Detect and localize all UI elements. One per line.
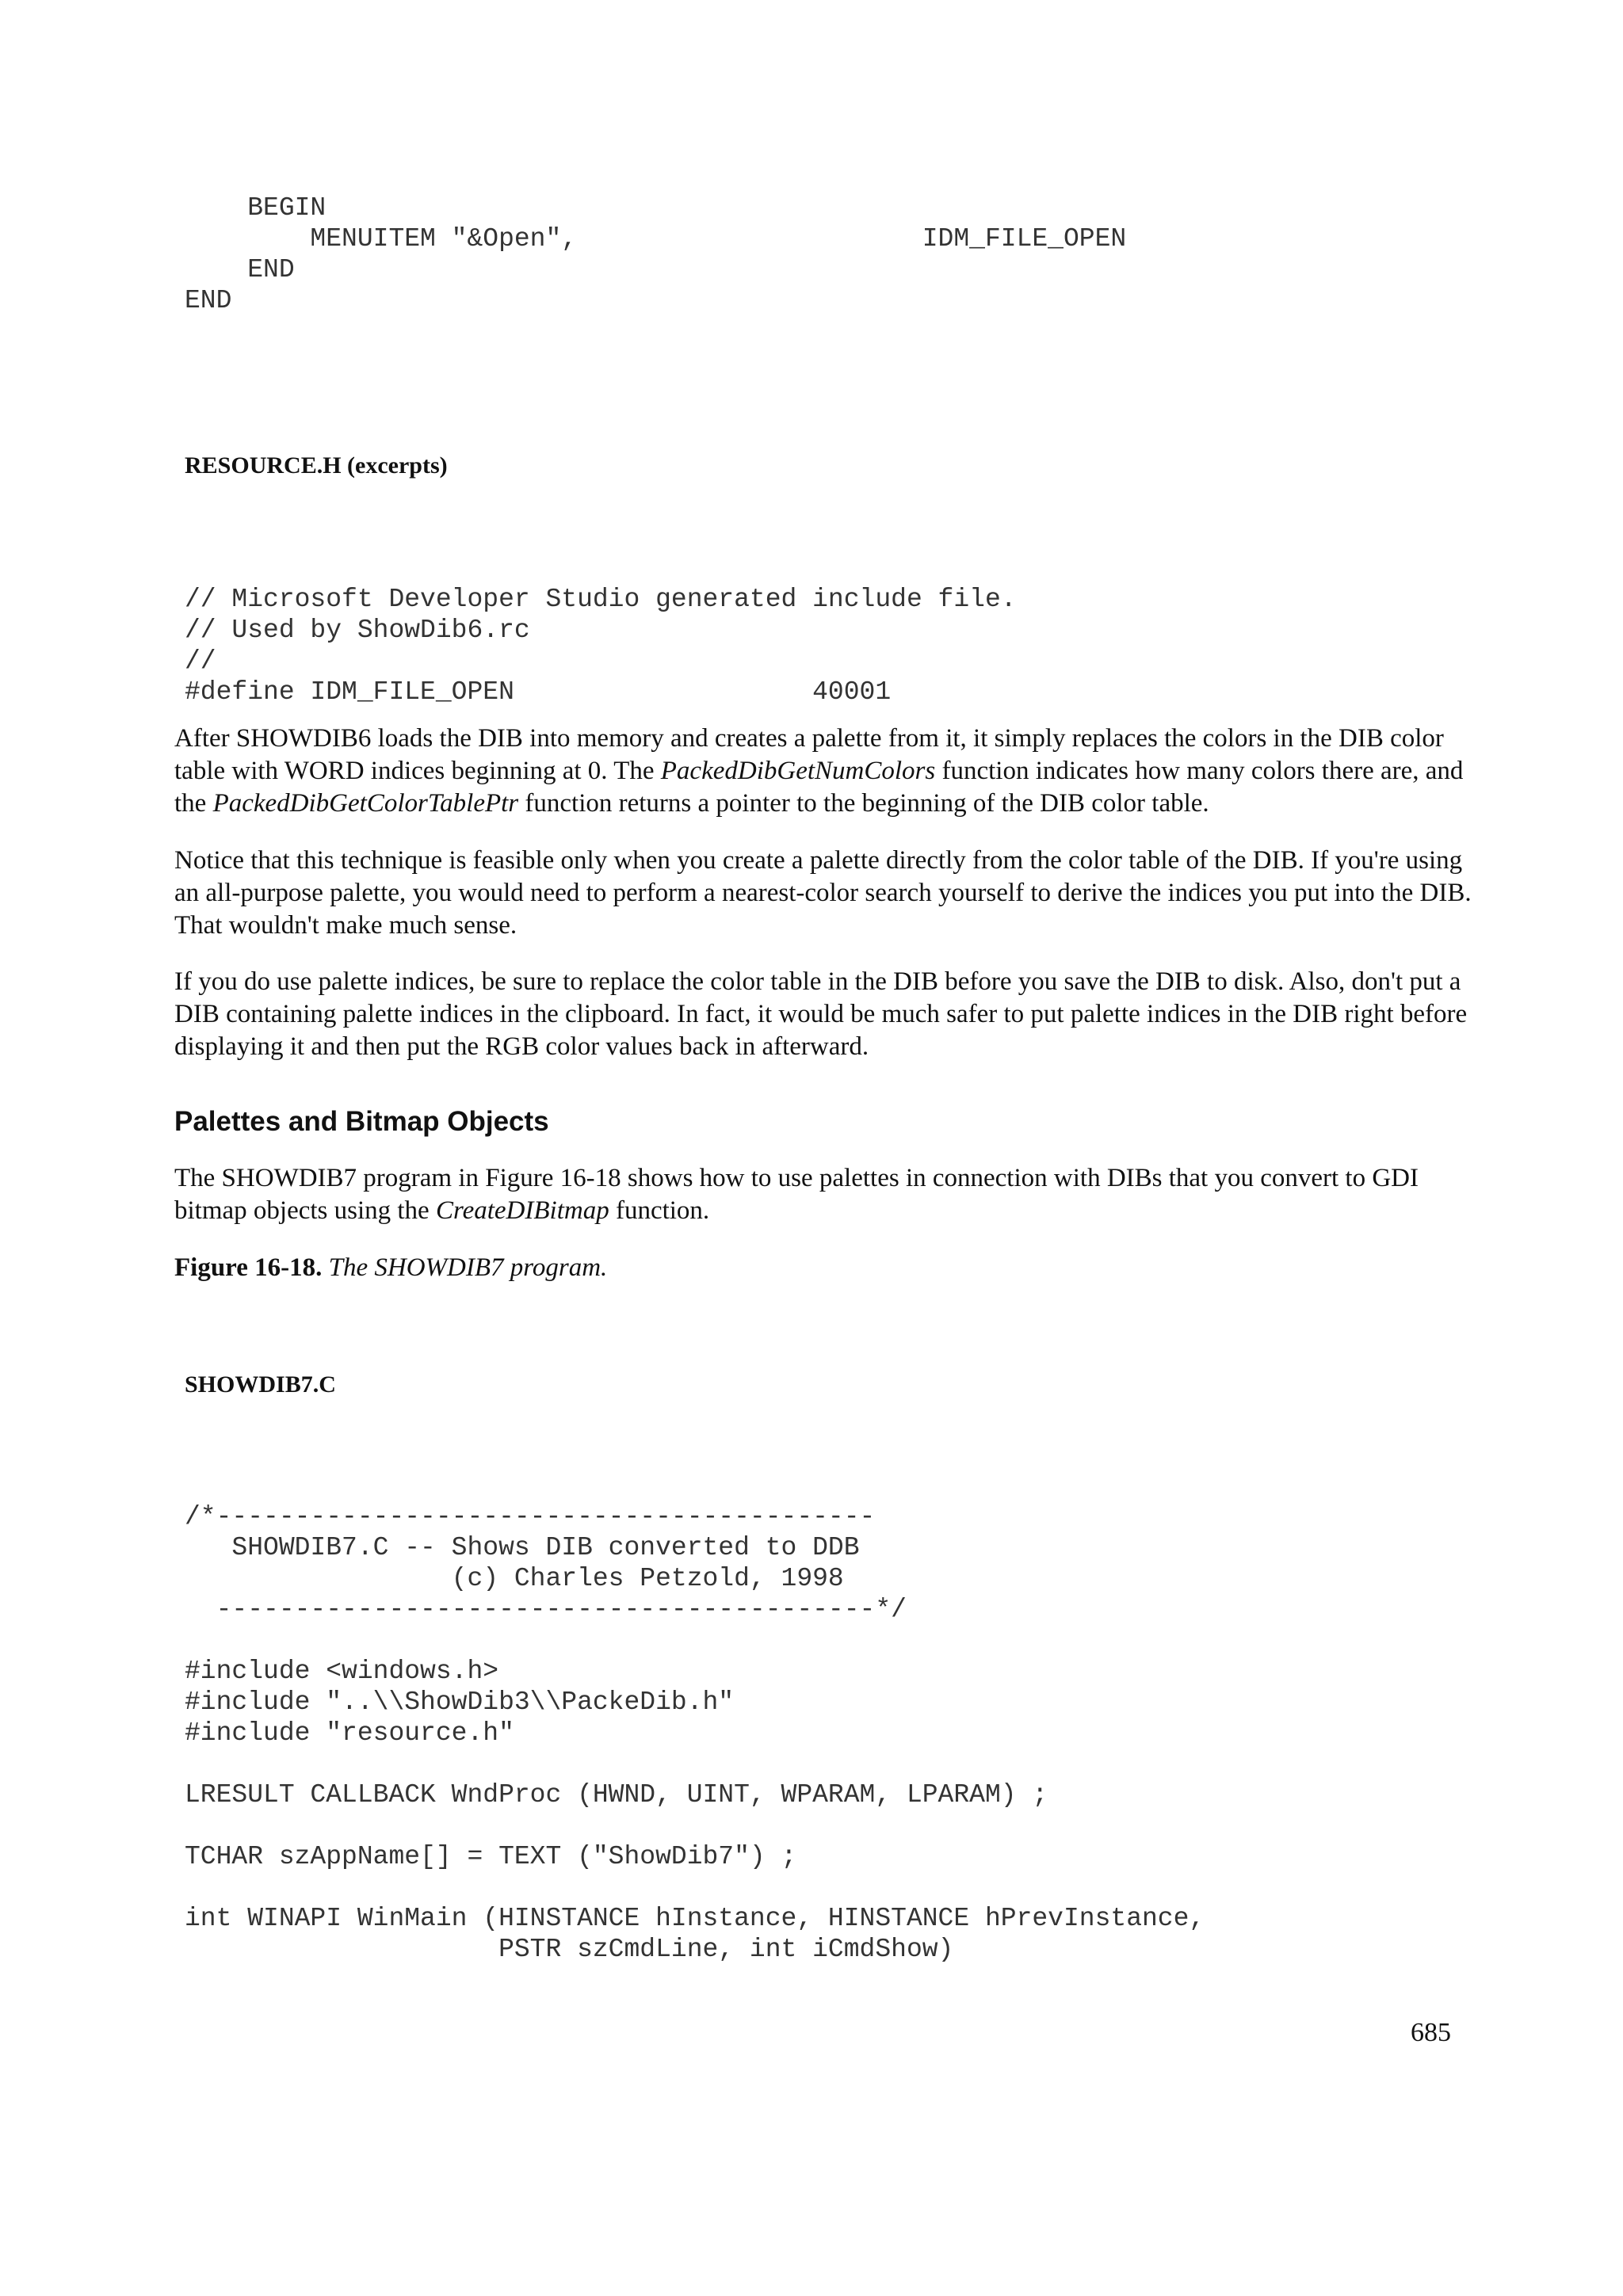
paragraph-save-warning: If you do use palette indices, be sure to replace the color table in the DIB before you save the DIB to disk. Also, don't put a DIB containing palette indices in the clipboard. In fact, it would be much safer to put palette indices in the DIB right before displaying it and then put the RGB color values back in afterward. (174, 967, 1468, 1061)
showdib7-c-label: SHOWDIB7.C (185, 1371, 336, 1398)
resource-h-code: // Microsoft Developer Studio generated include file. // Used by ShowDib6.rc // #define IDM_FILE_OPEN 40001 (185, 585, 1017, 707)
paragraph-showdib7-intro: The SHOWDIB7 program in Figure 16-18 shows how to use palettes in connection with DIBs that you convert to GDI bitmap objects using the CreateDIBitmap function. (174, 1164, 1419, 1225)
paragraph-palette-indices: After SHOWDIB6 loads the DIB into memory and creates a palette from it, it simply replaces the colors in the DIB color table with WORD indices beginning at 0. The PackedDibGetNumColors function indicates how many colors there are, and the PackedDibGetColorTablePtr function returns a pointer to the beginning of the DIB color table. (174, 724, 1464, 818)
page-number: 685 (1411, 2018, 1451, 2047)
figure-caption: Figure 16-18. The SHOWDIB7 program. (174, 1253, 608, 1282)
paragraph-technique-note: Notice that this technique is feasible only when you create a palette directly from the color table of the DIB. If you're using an all-purpose palette, you would need to perform a nearest-color search yourself to derive the indices you put into the DIB. That wouldn't make much sense. (174, 846, 1472, 940)
resource-h-label: RESOURCE.H (excerpts) (185, 452, 448, 479)
showdib7-c-code: /*------------------------------------------ SHOWDIB7.C -- Shows DIB converted to DDB (c) Charles Petzold, 1998 ------------------------------------------*/ #include <windows.h> #include "..\\ShowDib3\\PackeDib.h" #include "resource.h" LRESULT CALLBACK WndProc (HWND, UINT, WPARAM, LPARAM) ; TCHAR szAppName[] = TEXT ("ShowDib7") ; int WINAPI WinMain (HINSTANCE hInstance, HINSTANCE hPrevInstance, PSTR szCmdLine, int iCmdShow) (185, 1502, 1205, 1964)
section-heading: Palettes and Bitmap Objects (174, 1106, 549, 1137)
menu-resource-code: BEGIN MENUITEM "&Open", IDM_FILE_OPEN END END (185, 193, 1127, 315)
